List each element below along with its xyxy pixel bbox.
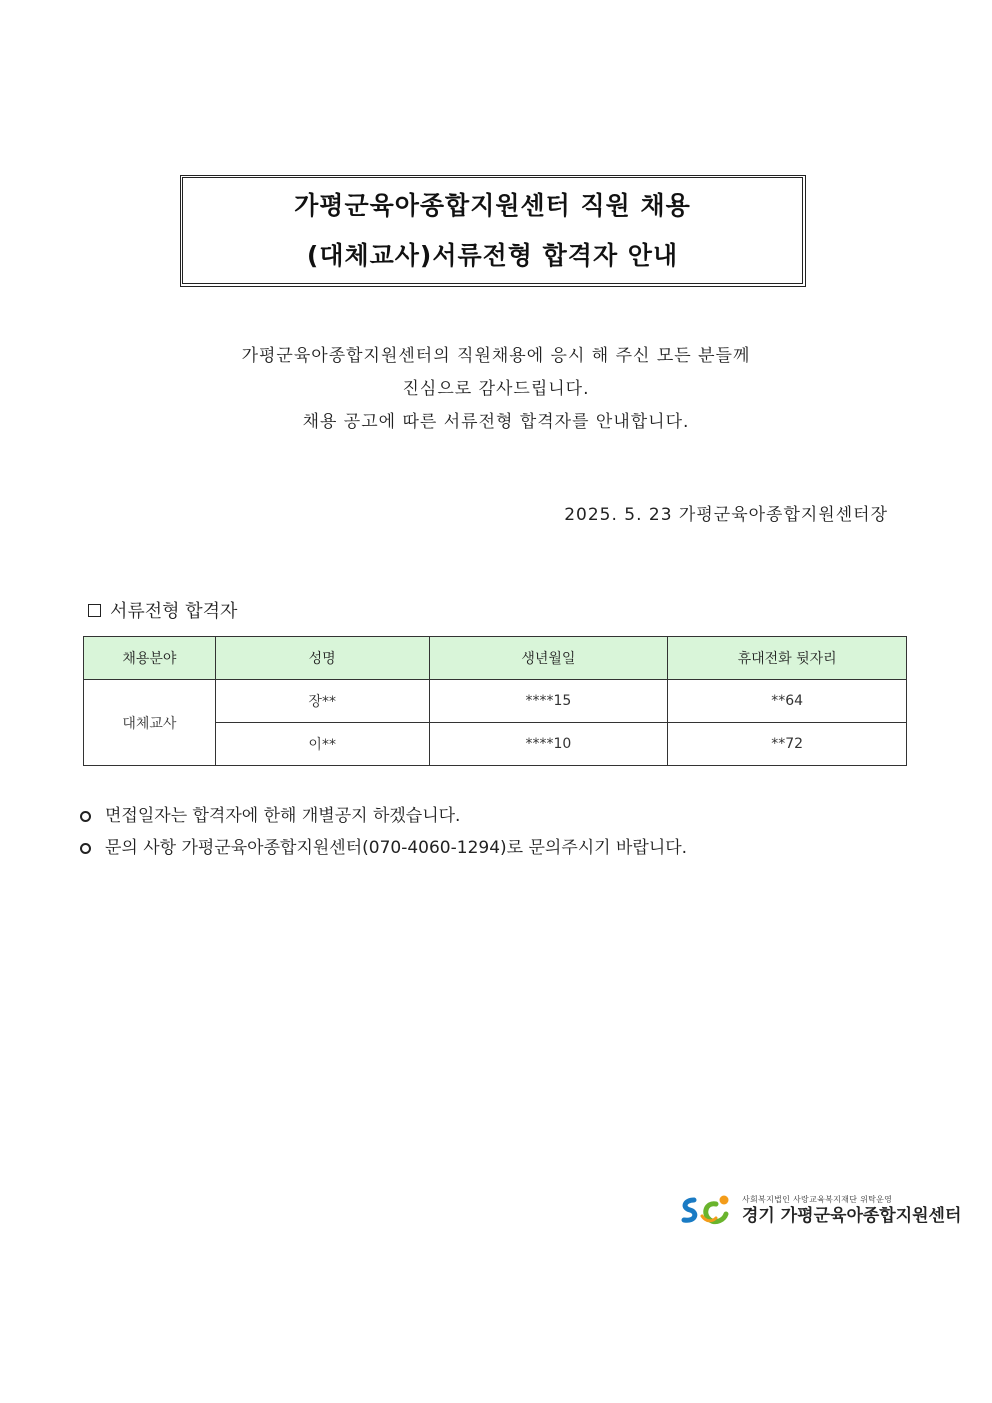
result-table (83, 636, 907, 766)
logo-mark-icon (680, 1192, 736, 1228)
intro-line-1: 가평군육아종합지원센터의 직원채용에 응시 해 주신 모든 분들께 (241, 346, 751, 366)
title-line-1: 가평군육아종합지원센터 직원 채용 (294, 190, 691, 220)
note-text: 면접일자는 합격자에 한해 개별공지 하겠습니다. (105, 806, 461, 826)
circle-bullet-icon (80, 843, 91, 854)
cell-phone: **64 (668, 680, 907, 723)
table-row (84, 680, 907, 723)
date-signature: 2025. 5. 23 가평군육아종합지원센터장 (564, 505, 888, 525)
cell-birth: ****10 (429, 723, 668, 766)
header-field: 채용분야 (84, 637, 216, 680)
intro-line-3: 채용 공고에 따른 서류전형 합격자를 안내합니다. (302, 412, 690, 432)
table-header-row (84, 637, 907, 680)
logo-name: 경기 가평군육아종합지원센터 (742, 1205, 962, 1226)
title-line-2: (대체교사)서류전형 합격자 안내 (306, 240, 679, 270)
logo-subtitle: 사회복지법인 사랑교육복지재단 위탁운영 (742, 1194, 893, 1204)
checkbox-icon (88, 604, 101, 617)
cell-birth: ****15 (429, 680, 668, 723)
intro-line-2: 진심으로 감사드립니다. (402, 379, 590, 399)
organization-logo (680, 1192, 961, 1228)
section-heading (88, 597, 237, 623)
title-box (180, 175, 806, 287)
note-item (80, 800, 687, 832)
note-text: 문의 사항 가평군육아종합지원센터(070-4060-1294)로 문의주시기 바랍니다. (105, 838, 688, 858)
header-birth: 생년월일 (429, 637, 668, 680)
note-item (80, 832, 687, 864)
intro-text (0, 340, 992, 439)
notes-list (80, 800, 687, 864)
cell-name: 이** (215, 723, 429, 766)
section-title: 서류전형 합격자 (110, 601, 238, 622)
cell-phone: **72 (668, 723, 907, 766)
cell-name: 장** (215, 680, 429, 723)
header-name: 성명 (215, 637, 429, 680)
cell-field: 대체교사 (84, 680, 216, 766)
circle-bullet-icon (80, 811, 91, 822)
header-phone: 휴대전화 뒷자리 (668, 637, 907, 680)
